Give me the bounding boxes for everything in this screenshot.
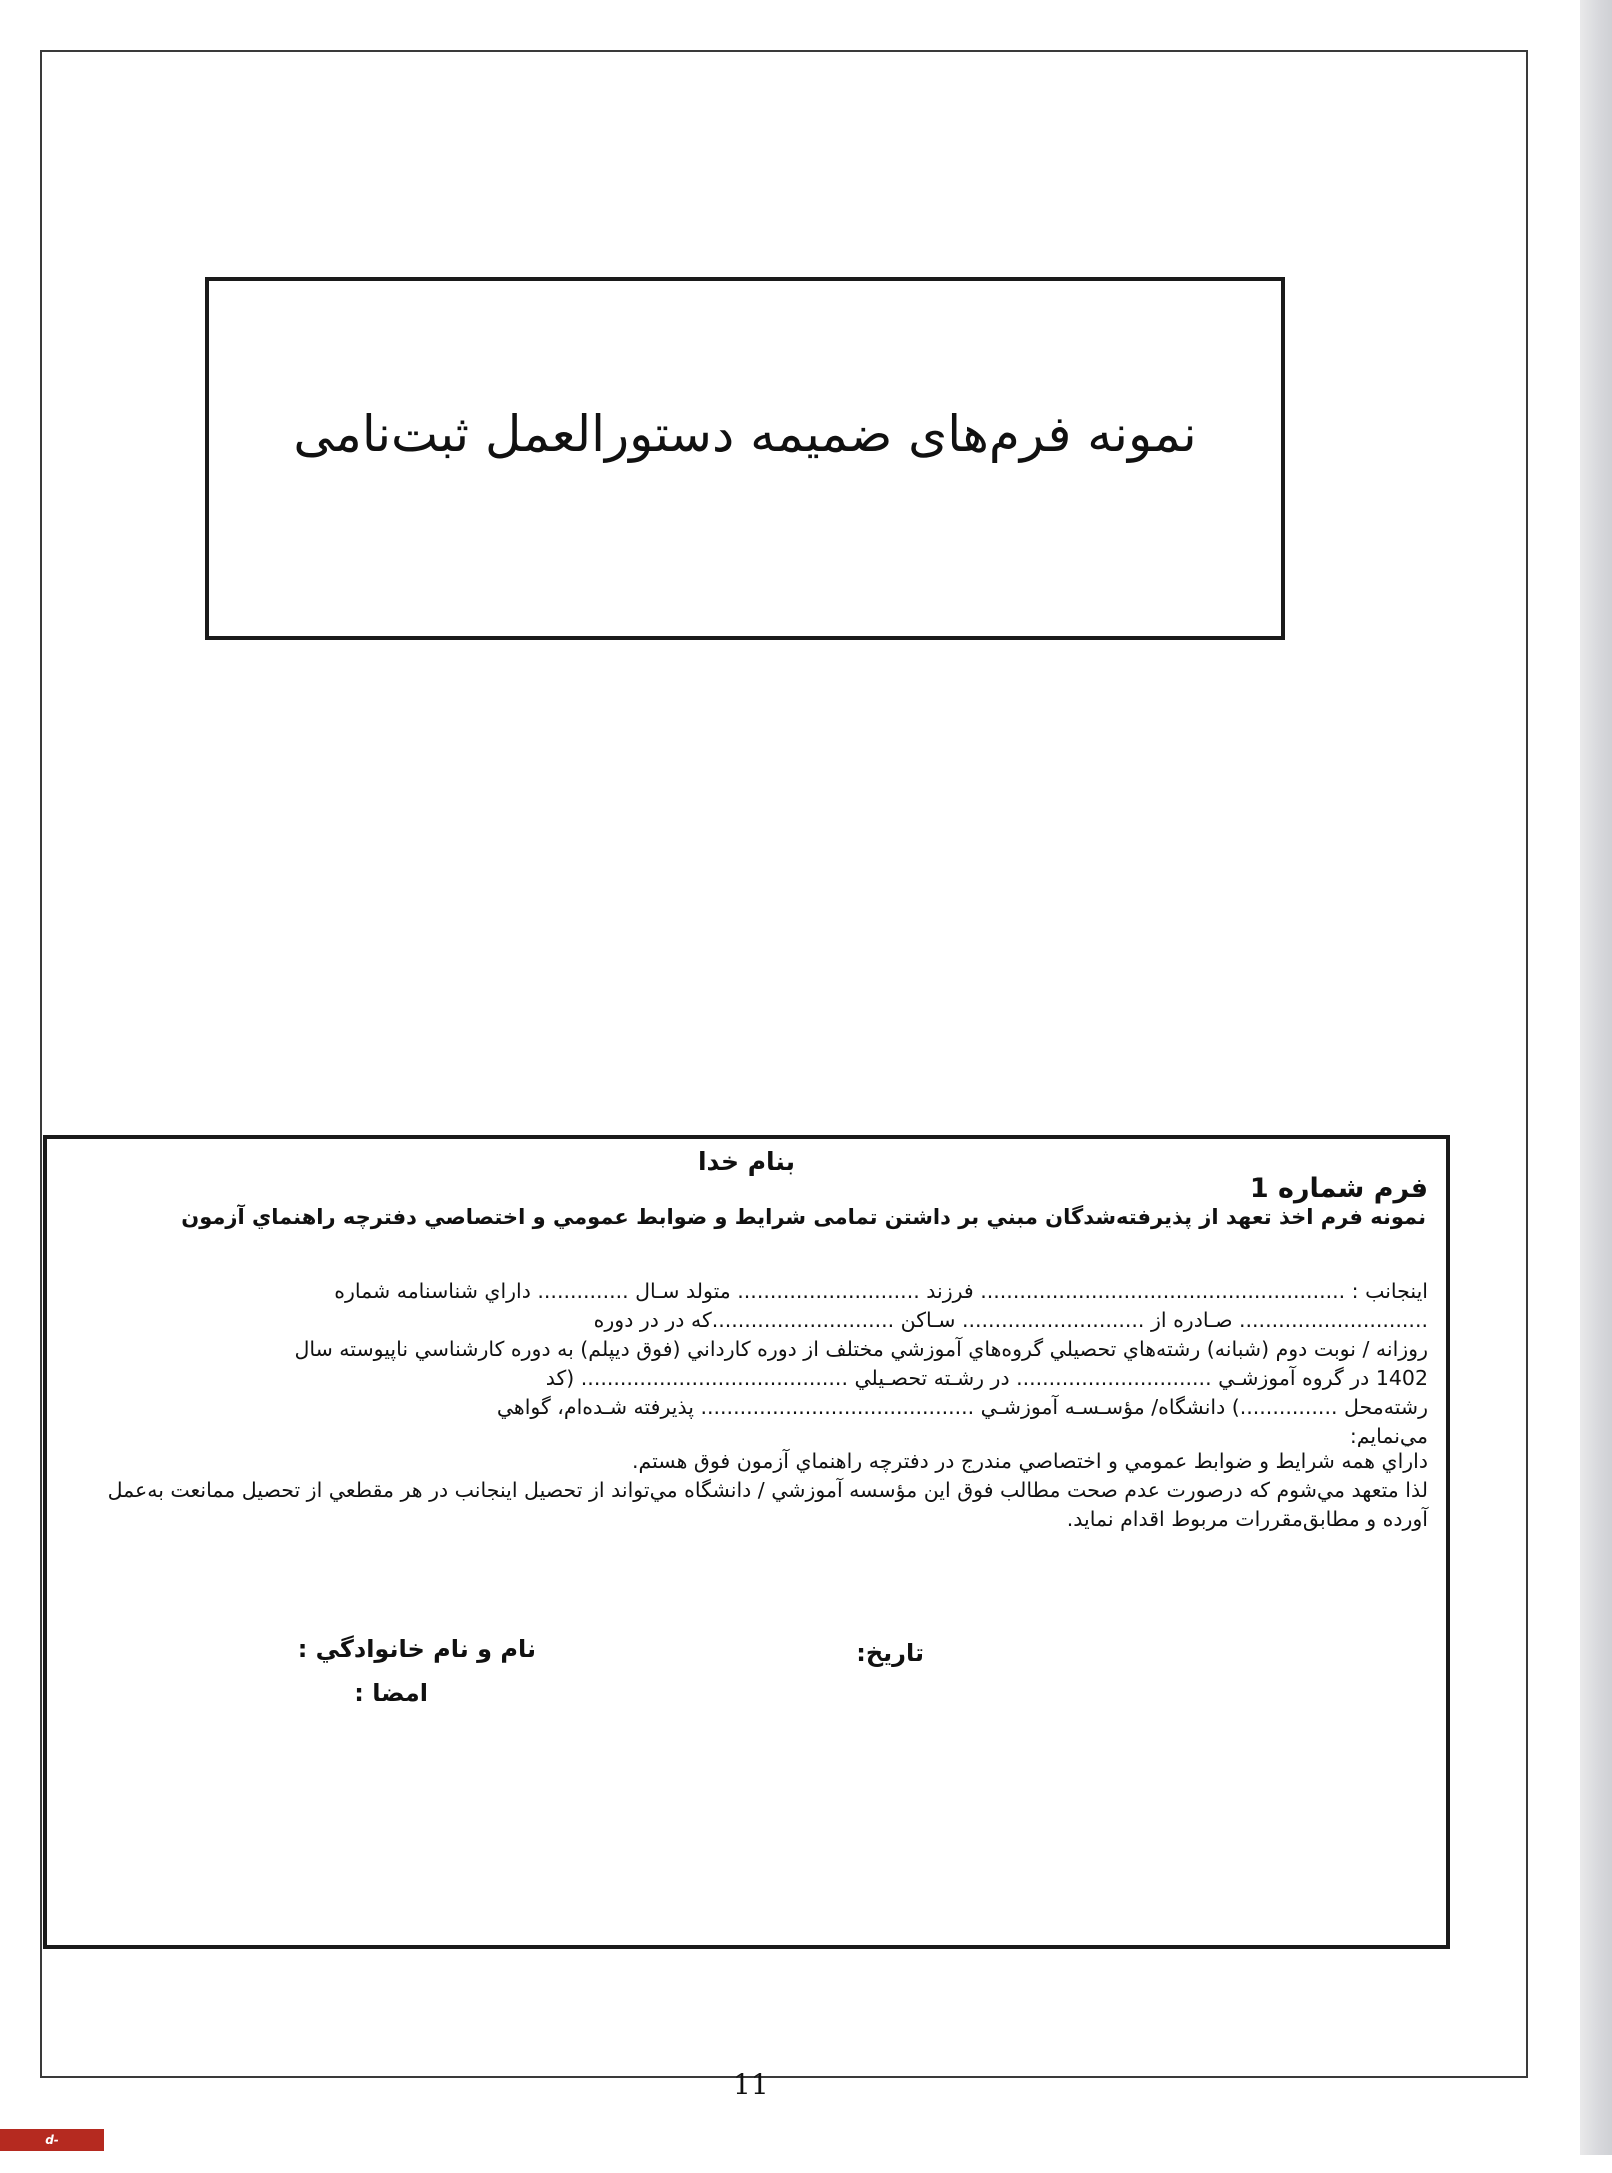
date-label: تاريخ: — [856, 1639, 924, 1667]
form-line-group: 1402 در گروه آموزشـي .............................. در رشـته تحصـيلي ......................................... (كد — [545, 1366, 1428, 1390]
site-watermark: d-amol.tvu.ac.ir — [0, 2129, 104, 2151]
form-line-course: روزانه / نوبت دوم (شبانه) رشته‌هاي تحصيلي گروه‌هاي آموزشي مختلف از دوره كارداني (فوق ديپلم) به دوره كارشناسي ناپيوسته سال — [294, 1337, 1428, 1361]
page-title: نمونه فرم‌های ضمیمه دستورالعمل ثبت‌نامی — [293, 404, 1197, 463]
title-box — [205, 277, 1285, 640]
form-line-certify: مي‌نمايم: — [1349, 1424, 1428, 1447]
form-line-commitment: لذا متعهد مي‌شوم كه درصورت عدم صحت مطالب فوق اين مؤسسه آموزشي / دانشگاه مي‌تواند از تحصيل اينجانب در هر مقطعي از تحصيل ممانعت به‌عمل آورده و مطابق‌مقررات مربوط اقدام نمايد. — [107, 1478, 1428, 1531]
form-bismillah: بنام خدا — [697, 1147, 796, 1176]
scan-edge-shadow — [1580, 0, 1612, 2155]
form-line-university: رشته‌محل ...............) دانشگاه/ مؤسـسـه آموزشـي .......................................... پذيرفته شـده‌ام، گواهي — [496, 1395, 1428, 1419]
form-line-residence: ............................. صـادره از ............................ سـاكن ............................كه در در دوره — [593, 1308, 1428, 1332]
form-body — [66, 1277, 1428, 1534]
form-number: فرم شماره 1 — [1249, 1173, 1428, 1204]
commitment-form — [43, 1135, 1450, 1949]
form-line-identity: اينجانب : ........................................................ فرزند ............................ متولد سـال .............. داراي شناسنامه شماره — [334, 1279, 1428, 1303]
signature-label: امضا : — [354, 1679, 428, 1707]
form-line-conditions: داراي همه شرايط و ضوابط عمومي و اختصاصي مندرج در دفترچه راهنماي آزمون فوق هستم. — [631, 1449, 1428, 1473]
form-subtitle: نمونه فرم اخذ تعهد از پذيرفته‌شدگان مبني بر داشتن تمامی شرايط و ضوابط عمومي و اختصاصي دفترچه راهنماي آزمون — [181, 1205, 1426, 1229]
page-number: 11 — [733, 2068, 769, 2101]
full-name-label: نام و نام خانوادگي : — [297, 1635, 536, 1663]
